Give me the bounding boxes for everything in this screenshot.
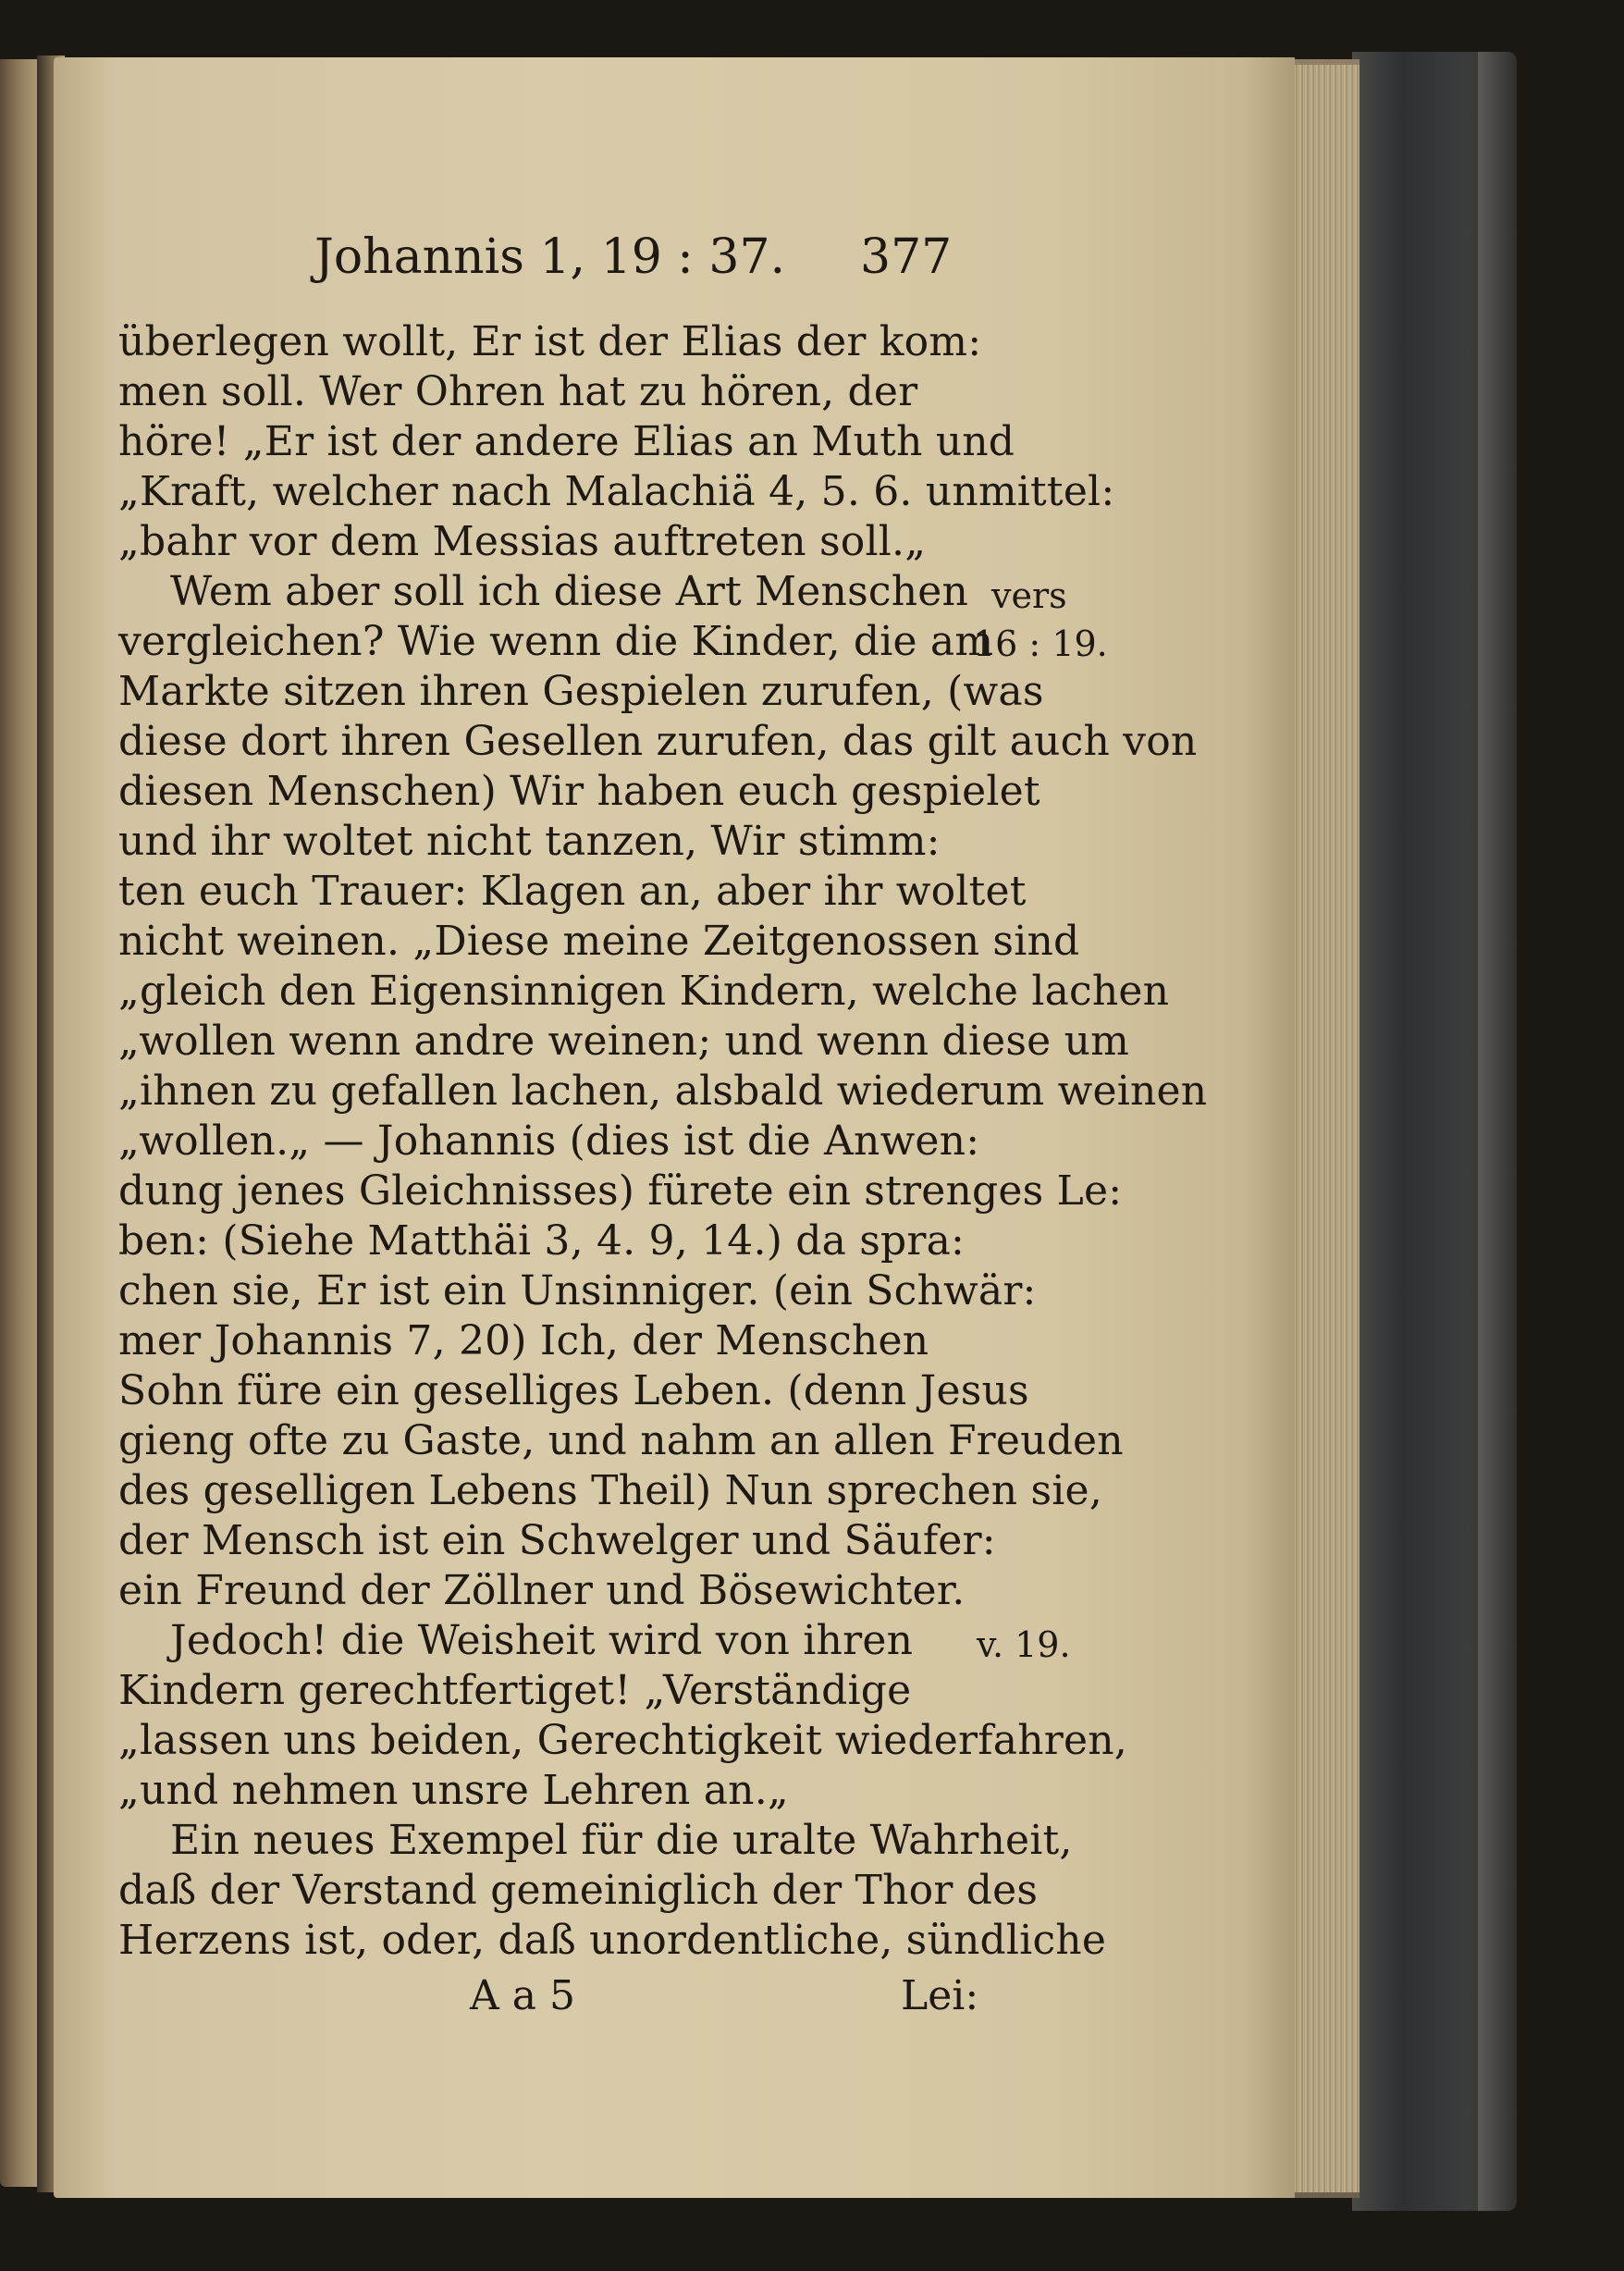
running-head: Johannis 1, 19 : 37. bbox=[314, 229, 786, 285]
text-line: „ihnen zu gefallen lachen, alsbald wiederum weinen bbox=[118, 1068, 1208, 1115]
text-line: ten euch Trauer: Klagen an, aber ihr woltet bbox=[118, 868, 1027, 915]
text-line: „lassen uns beiden, Gerechtigkeit wiederfahren, bbox=[118, 1717, 1127, 1764]
text-line: „wollen wenn andre weinen; und wenn diese um bbox=[118, 1018, 1130, 1065]
margin-note: vers bbox=[991, 575, 1067, 616]
text-line: des geselligen Lebens Theil) Nun sprechen sie, bbox=[118, 1467, 1102, 1514]
text-line: „wollen.„ — Johannis (dies ist die Anwen: bbox=[118, 1117, 980, 1165]
text-line: men soll. Wer Ohren hat zu hören, der bbox=[118, 368, 918, 415]
text-line: Wem aber soll ich diese Art Menschen bbox=[170, 568, 969, 615]
text-line: Ein neues Exempel für die uralte Wahrheit, bbox=[170, 1817, 1073, 1864]
page-block-edge bbox=[1287, 59, 1359, 2198]
text-line: „und nehmen unsre Lehren an.„ bbox=[118, 1767, 789, 1814]
text-line: Herzens ist, oder, daß unordentliche, sündliche bbox=[118, 1917, 1107, 1964]
text-line: diesen Menschen) Wir haben euch gespielet bbox=[118, 768, 1040, 815]
text-line: „bahr vor dem Messias auftreten soll.„ bbox=[118, 518, 927, 565]
margin-note: v. 19. bbox=[977, 1624, 1071, 1665]
signature-mark: A a 5 bbox=[470, 1972, 575, 2019]
text-line: „Kraft, welcher nach Malachiä 4, 5. 6. unmittel: bbox=[118, 468, 1115, 515]
book-spine-edge bbox=[1478, 52, 1517, 2211]
text-line: Kindern gerechtfertiget! „Verständige bbox=[118, 1667, 912, 1714]
text-line: mer Johannis 7, 20) Ich, der Menschen bbox=[118, 1317, 929, 1364]
text-line: „gleich den Eigensinnigen Kindern, welche lachen bbox=[118, 968, 1170, 1015]
text-line: Markte sitzen ihren Gespielen zurufen, (was bbox=[118, 668, 1044, 715]
text-line: daß der Verstand gemeiniglich der Thor des bbox=[118, 1867, 1039, 1914]
page-number: 377 bbox=[860, 229, 953, 285]
text-line: diese dort ihren Gesellen zurufen, das gilt auch von bbox=[118, 718, 1198, 765]
text-line: der Mensch ist ein Schwelger und Säufer: bbox=[118, 1517, 996, 1564]
text-line: ben: (Siehe Matthäi 3, 4. 9, 14.) da spra: bbox=[118, 1217, 966, 1265]
text-line: Sohn füre ein geselliges Leben. (denn Jesus bbox=[118, 1367, 1029, 1414]
text-line: höre! „Er ist der andere Elias an Muth und bbox=[118, 418, 1015, 465]
margin-note: 16 : 19. bbox=[973, 623, 1108, 664]
text-line: Jedoch! die Weisheit wird von ihren bbox=[170, 1617, 914, 1664]
text-line: nicht weinen. „Diese meine Zeitgenossen sind bbox=[118, 918, 1080, 965]
catchword: Lei: bbox=[901, 1972, 979, 2019]
text-line: und ihr woltet nicht tanzen, Wir stimm: bbox=[118, 818, 941, 865]
text-line: ein Freund der Zöllner und Bösewichter. bbox=[118, 1567, 966, 1614]
text-line: überlegen wollt, Er ist der Elias der kom: bbox=[118, 318, 982, 365]
text-line: vergleichen? Wie wenn die Kinder, die am bbox=[118, 618, 994, 665]
text-line: chen sie, Er ist ein Unsinniger. (ein Schwär: bbox=[118, 1267, 1037, 1314]
text-line: dung jenes Gleichnisses) fürete ein strenges Le: bbox=[118, 1167, 1123, 1215]
text-line: gieng ofte zu Gaste, und nahm an allen Freuden bbox=[118, 1417, 1124, 1464]
